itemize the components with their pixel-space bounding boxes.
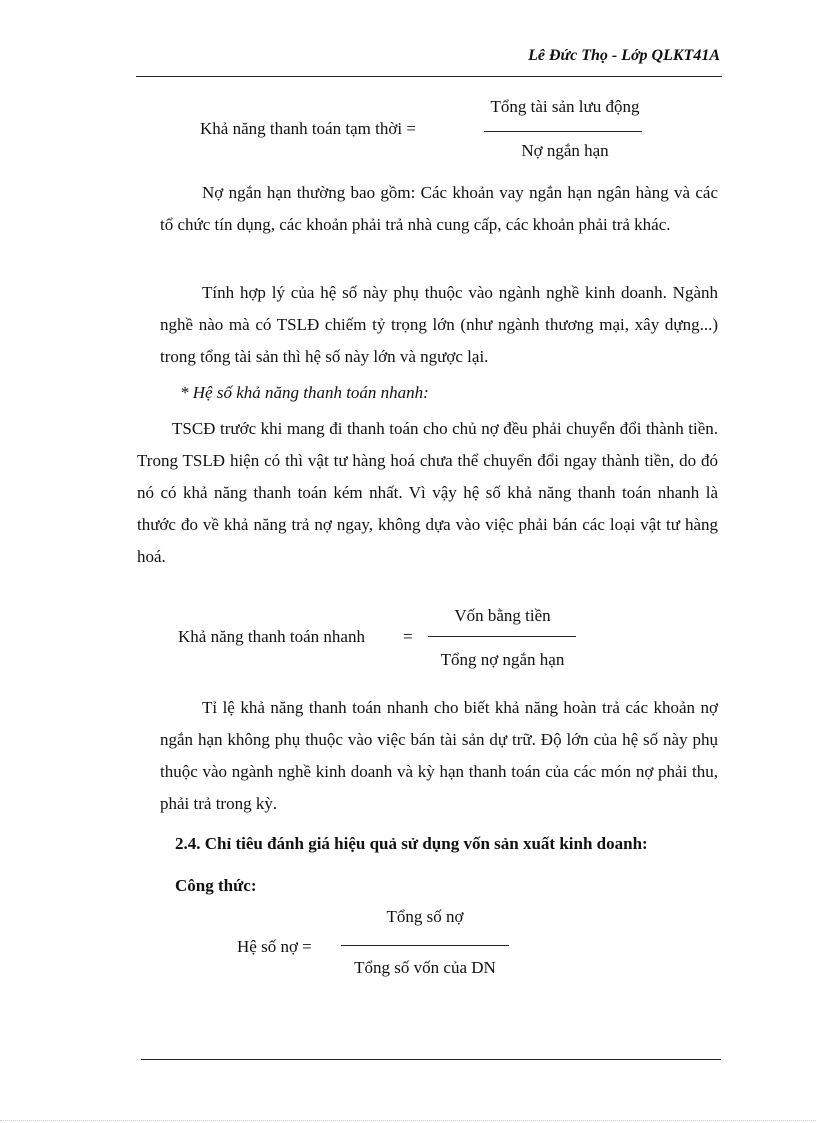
formula3-denominator: Tổng số vốn của DN xyxy=(354,958,496,977)
formula3-numerator: Tổng số nợ xyxy=(386,907,464,926)
formula3-fraction-bar xyxy=(341,945,509,946)
formula1-fraction-bar xyxy=(484,131,642,132)
paragraph-short-term-debt: Nợ ngắn hạn thường bao gồm: Các khoản vay ngắn hạn ngân hàng và các tổ chức tín dụng, các khoản phải trả nhà cung cấp, các khoản phải trả khác. xyxy=(160,183,718,234)
paragraph-quick-ratio-meaning: Tỉ lệ khả năng thanh toán nhanh cho biết khả năng hoàn trả các khoản nợ ngắn hạn không phụ thuộc vào việc bán tài sản dự trữ. Độ lớn của hệ số này phụ thuộc vào ngành nghề kinh doanh và kỳ hạn thanh toán của các món nợ phải thu, phải trả trong kỳ. xyxy=(160,698,718,813)
formula2-label: Khả năng thanh toán nhanh xyxy=(178,627,365,646)
paragraph-quick-ratio-explanation: TSCĐ trước khi mang đi thanh toán cho chủ nợ đều phải chuyển đổi thành tiền. Trong TSLĐ hiện có thì vật tư hàng hoá chưa thể chuyển đổi ngay thành tiền, do đó nó có khả năng thanh toán kém nhất. Vì vậy hệ số khả năng thanh toán nhanh là thước đo về khả năng trả nợ ngay, không dựa vào việc phải bán các loại vật tư hàng hoá. xyxy=(137,419,718,566)
formula2-denominator: Tổng nợ ngắn hạn xyxy=(440,650,565,669)
page-header-text: Lê Đức Thọ - Lớp QLKT41A xyxy=(528,47,720,64)
formula-heading: Công thức: xyxy=(175,876,257,895)
page-bottom-edge xyxy=(0,1120,816,1121)
footer-rule xyxy=(141,1059,721,1060)
section-heading-2-4: 2.4. Chỉ tiêu đánh giá hiệu quả sử dụng vốn sản xuất kinh doanh: xyxy=(175,834,648,853)
formula2-equals: = xyxy=(403,627,413,646)
header-rule xyxy=(136,76,722,77)
formula2-fraction-bar xyxy=(428,636,576,637)
formula1-numerator: Tổng tài sản lưu động xyxy=(490,97,640,116)
subheading-quick-ratio: * Hệ số khả năng thanh toán nhanh: xyxy=(180,383,429,402)
formula1-denominator: Nợ ngắn hạn xyxy=(521,141,609,160)
paragraph-ratio-rationality: Tính hợp lý của hệ số này phụ thuộc vào ngành nghề kinh doanh. Ngành nghề nào mà có TSLĐ chiếm tỷ trọng lớn (như ngành thương mại, xây dựng...) trong tổng tài sản thì hệ số này lớn và ngược lại. xyxy=(160,283,718,366)
formula1-label: Khả năng thanh toán tạm thời = xyxy=(200,119,416,138)
formula3-label: Hệ số nợ = xyxy=(237,937,312,956)
formula2-numerator: Vốn bằng tiền xyxy=(454,606,551,625)
